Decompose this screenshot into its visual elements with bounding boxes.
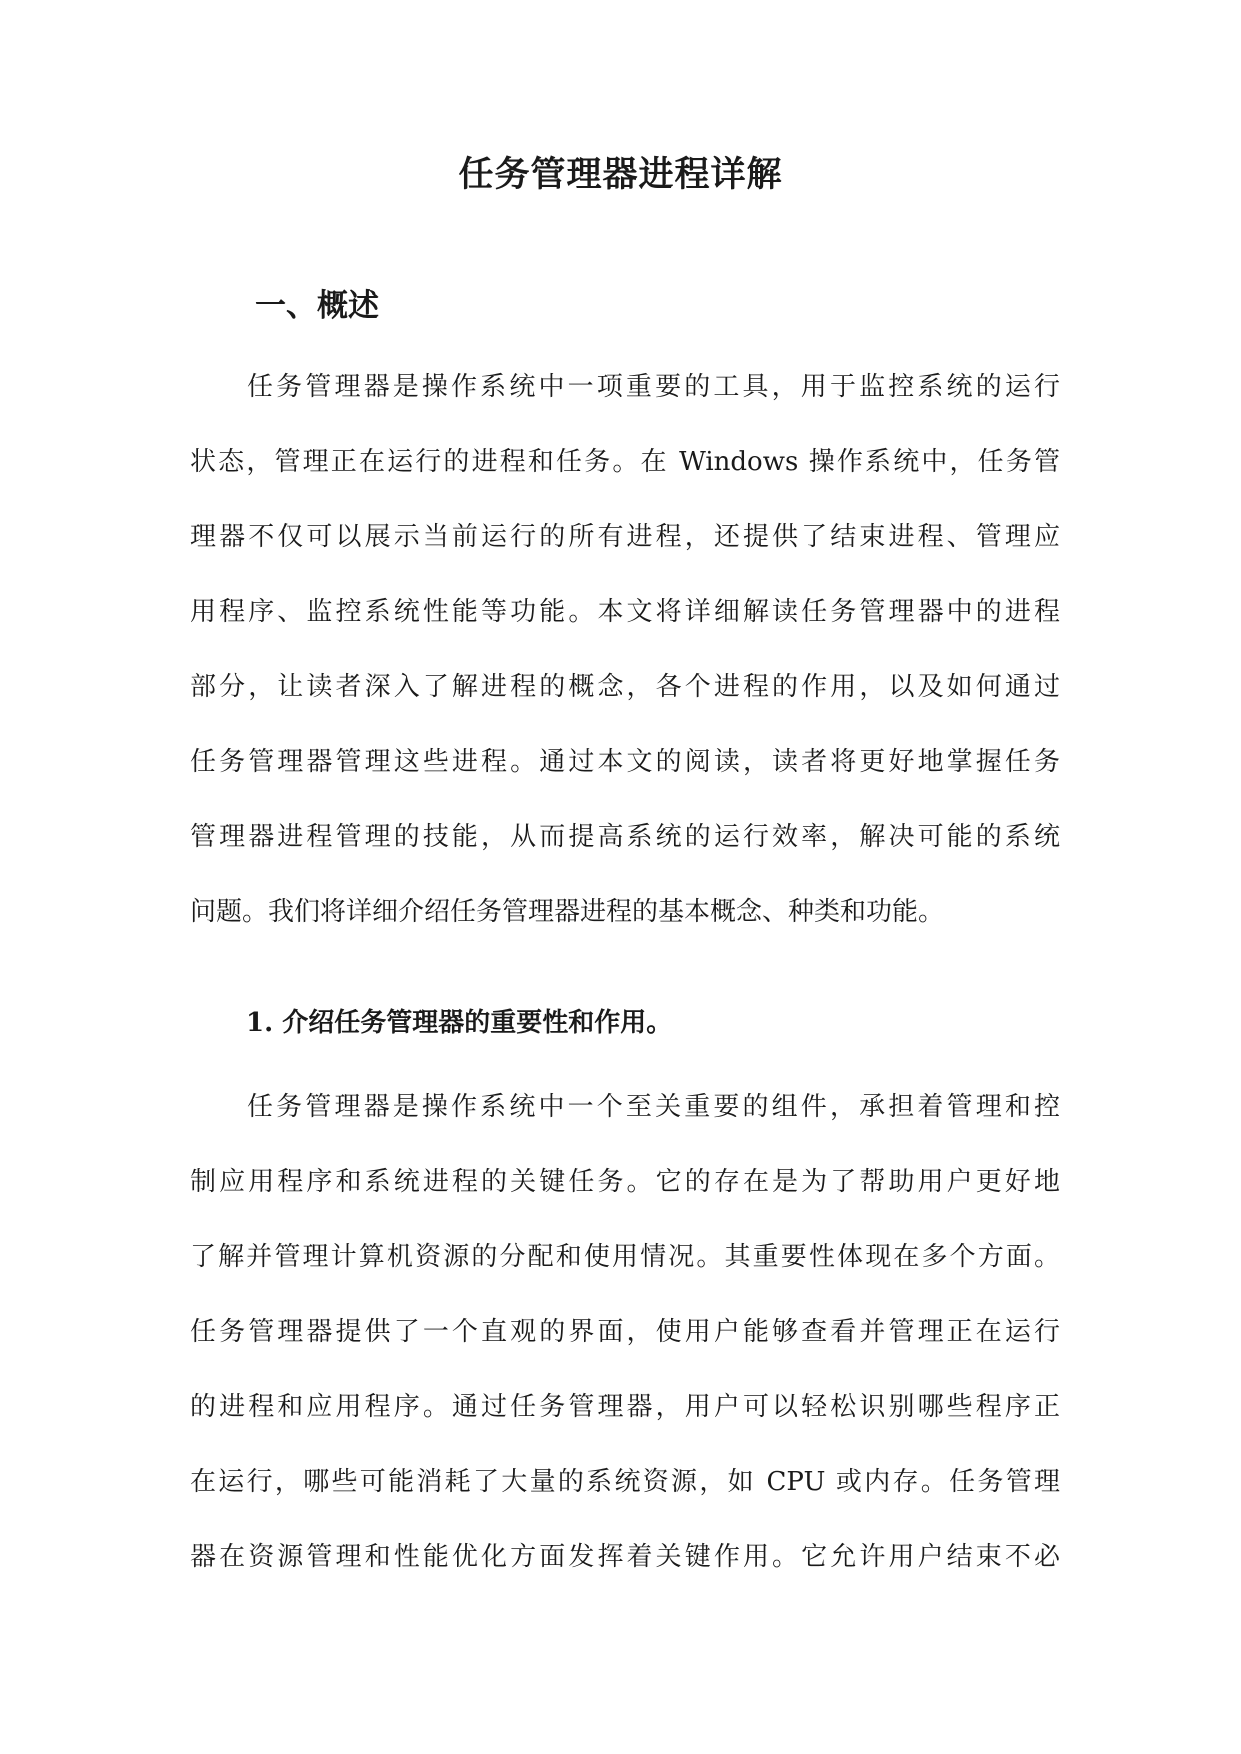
document-title: 任务管理器进程详解 bbox=[458, 154, 783, 195]
paragraph-line: 状态，管理正在运行的进程和任务。在 Windows 操作系统中，任务管 bbox=[190, 447, 1060, 477]
paragraph-line: 器在资源管理和性能优化方面发挥着关键作用。它允许用户结束不必 bbox=[190, 1542, 1060, 1572]
importance-paragraph bbox=[190, 1070, 1060, 1595]
section-heading-overview: 一、概述 bbox=[255, 288, 379, 324]
overview-paragraph bbox=[190, 350, 1060, 950]
paragraph-line: 在运行，哪些可能消耗了大量的系统资源，如 CPU 或内存。任务管理 bbox=[190, 1467, 1060, 1497]
paragraph-line: 用程序、监控系统性能等功能。本文将详细解读任务管理器中的进程 bbox=[190, 597, 1060, 627]
paragraph-line: 了解并管理计算机资源的分配和使用情况。其重要性体现在多个方面。 bbox=[190, 1242, 1060, 1272]
paragraph-line: 任务管理器管理这些进程。通过本文的阅读，读者将更好地掌握任务 bbox=[190, 747, 1060, 777]
paragraph-line: 任务管理器是操作系统中一个至关重要的组件，承担着管理和控 bbox=[247, 1092, 1060, 1122]
paragraph-line: 理器不仅可以展示当前运行的所有进程，还提供了结束进程、管理应 bbox=[190, 522, 1060, 552]
paragraph-line: 部分，让读者深入了解进程的概念，各个进程的作用，以及如何通过 bbox=[190, 672, 1060, 702]
paragraph-line: 制应用程序和系统进程的关键任务。它的存在是为了帮助用户更好地 bbox=[190, 1167, 1060, 1197]
paragraph-line: 任务管理器提供了一个直观的界面，使用户能够查看并管理正在运行 bbox=[190, 1317, 1060, 1347]
paragraph-line: 任务管理器是操作系统中一项重要的工具，用于监控系统的运行 bbox=[247, 372, 1060, 402]
paragraph-line: 问题。我们将详细介绍任务管理器进程的基本概念、种类和功能。 bbox=[190, 897, 945, 927]
subsection-heading-importance: 1. 介绍任务管理器的重要性和作用。 bbox=[246, 1008, 673, 1038]
paragraph-line: 管理器进程管理的技能，从而提高系统的运行效率，解决可能的系统 bbox=[190, 822, 1060, 852]
paragraph-line: 的进程和应用程序。通过任务管理器，用户可以轻松识别哪些程序正 bbox=[190, 1392, 1060, 1422]
